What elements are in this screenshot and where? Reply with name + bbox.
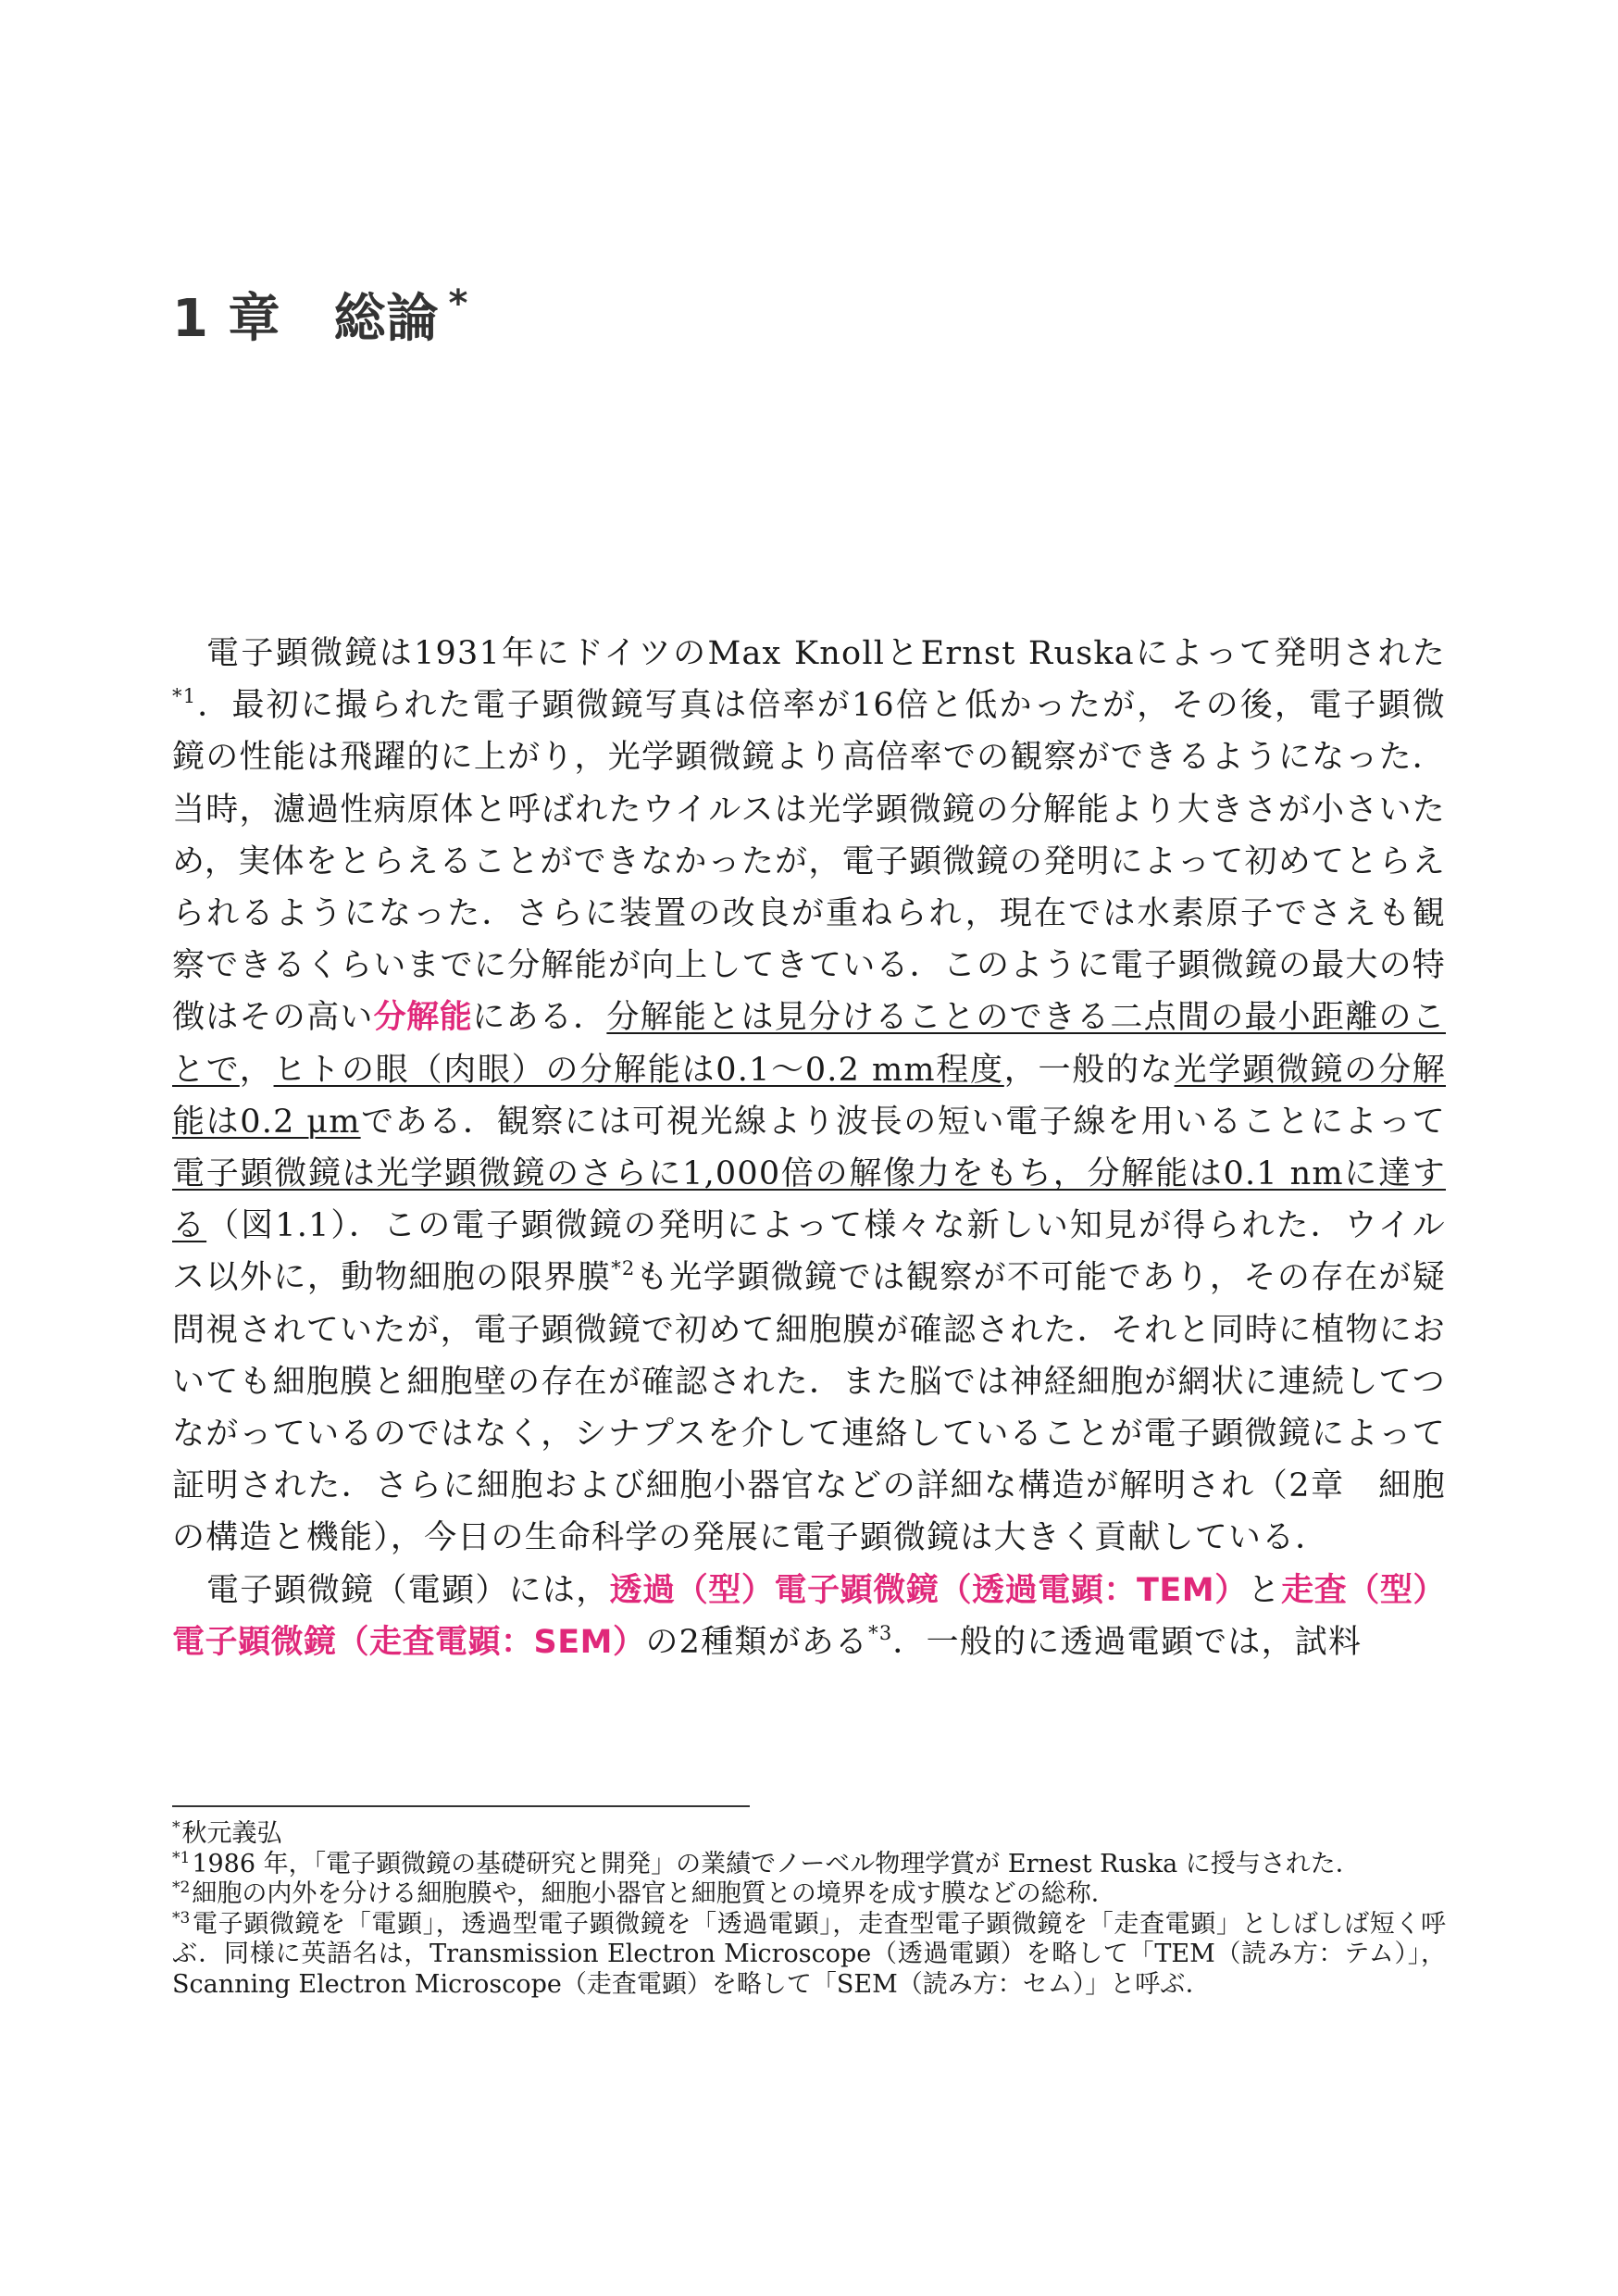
footnote-mark: *3: [172, 1908, 191, 1928]
text-run: ．一般的に透過電顕では，試料: [892, 1623, 1363, 1661]
underlined-text: 分解能とは見分けることのできる二点間の最小距離のことで: [172, 999, 1446, 1089]
footnote: [172, 1819, 1446, 1850]
underlined-text: 光学顕微鏡の分解能は0.2 μm: [172, 1051, 1446, 1141]
keyword-highlight: 透過（型）電子顕微鏡（透過電顕：TEM）: [609, 1571, 1248, 1609]
keyword-highlight: 分解能: [373, 999, 473, 1037]
text-run: にある．: [472, 999, 607, 1037]
text-run: ．最初に撮られた電子顕微鏡写真は倍率が16倍と低かったが，その後，電子顕微鏡の性能は飛躍的に上がり，光学顕微鏡より高倍率での観察ができるようになった．当時，濾過性病原体と呼ばれたウイルスは光学顕微鏡の分解能より大きさが小さいため，実体をとらえることができなかったが，電子顕微鏡の発明によって初めてとらえられるようになった．さらに装置の改良が重ねられ，現在では水素原子でさえも観察できるくらいまでに分解能が向上してきている．このように電子顕微鏡の最大の特徴はその高い: [172, 687, 1446, 1037]
text-run: （図1.1）．この電子顕微鏡の発明によって様々な新しい知見が得られた．ウイルス以外に，動物細胞の限界膜: [172, 1207, 1446, 1297]
underlined-text: 電子顕微鏡は光学顕微鏡のさらに1,000倍の解像力をもち，分解能は0.1 nmに達する: [172, 1155, 1446, 1245]
footnote-divider: [172, 1805, 750, 1807]
footnotes: [172, 1819, 1446, 2000]
footnote-text: 細胞の内外を分ける細胞膜や，細胞小器官と細胞質との境界を成す膜などの総称．: [192, 1879, 1116, 1908]
footnote-mark: *1: [172, 1848, 191, 1867]
text-run: と: [1247, 1571, 1282, 1609]
text-run: ，: [239, 1051, 274, 1089]
footnote-mark: *2: [172, 1878, 191, 1897]
text-run: 電子顕微鏡は1931年にドイツのMax KnollとErnst Ruskaによって発明された: [206, 635, 1446, 672]
footnote-ref: *2: [611, 1257, 636, 1280]
paragraph: [172, 628, 1446, 1565]
footnote: [172, 1850, 1446, 1880]
footnote-text: 秋元義弘: [181, 1819, 282, 1848]
text-run: である．観察には可視光線より波長の短い電子線を用いることによって: [360, 1103, 1447, 1141]
footnote-text: 1986 年，「電子顕微鏡の基礎研究と開発」の業績でノーベル物理学賞が Ernest Ruska に授与された．: [192, 1849, 1361, 1878]
footnote-ref: *1: [172, 685, 197, 708]
footnote-text: 電子顕微鏡を「電顕」，透過型電子顕微鏡を「透過電顕」，走査型電子顕微鏡を「走査電顕」としばしば短く呼ぶ．同様に英語名は，Transmission Electron Microscope（透過電顕）を略して「TEM（読み方：テム）」，Scanning Electron Microscope（走査電顕）を略して「SEM（読み方：セム）」と呼ぶ．: [172, 1909, 1446, 1999]
chapter-title-text: 1 章 総論: [172, 289, 440, 349]
body-text: [172, 628, 1446, 1668]
chapter-title: [172, 278, 468, 352]
underlined-text: ヒトの眼（肉眼）の分解能は0.1〜0.2 mm程度: [273, 1051, 1004, 1089]
text-run: ，一般的な: [1003, 1051, 1175, 1089]
keyword-highlight: 走査（型）電子顕微鏡（走査電顕：SEM）: [172, 1571, 1446, 1661]
footnote-ref: *3: [868, 1621, 893, 1644]
text-run: の2種類がある: [645, 1623, 869, 1661]
text-run: 電子顕微鏡（電顕）には，: [206, 1571, 610, 1609]
footnote-mark: *: [172, 1818, 180, 1837]
footnote: [172, 1910, 1446, 2001]
paragraph: [172, 1565, 1446, 1668]
chapter-footnote-mark: *: [448, 282, 469, 325]
text-run: も光学顕微鏡では観察が不可能であり，その存在が疑問視されていたが，電子顕微鏡で初めて細胞膜が確認された．それと同時に植物においても細胞膜と細胞壁の存在が確認された．また脳では神経細胞が網状に連続してつながっているのではなく，シナプスを介して連絡していることが電子顕微鏡によって証明された．さらに細胞および細胞小器官などの詳細な構造が解明され（2章 細胞の構造と機能），今日の生命科学の発展に電子顕微鏡は大きく貢献している．: [172, 1259, 1446, 1557]
footnote: [172, 1879, 1446, 1910]
